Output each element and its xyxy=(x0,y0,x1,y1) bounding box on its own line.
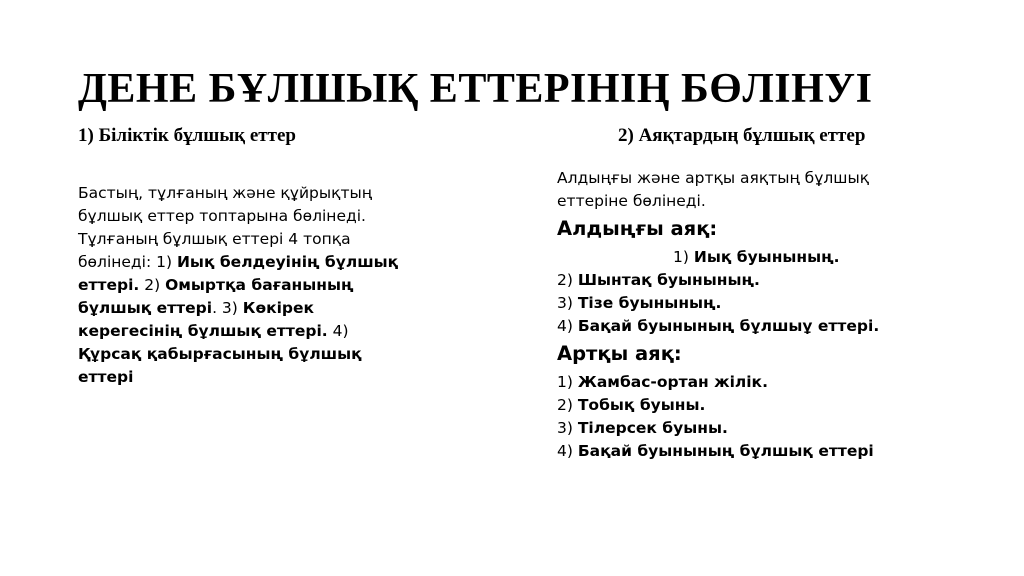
list-item xyxy=(557,440,957,463)
group-shoulder-girdle: Иық белдеуінің бұлшық еттері. xyxy=(78,253,399,294)
item-text: Бақай буынының бұлшық еттері xyxy=(577,442,874,460)
right-column-heading: 2) Аяқтардың бұлшық еттер xyxy=(618,125,866,146)
item-text: Бақай буынының бұлшыұ еттері. xyxy=(577,317,880,335)
list-item xyxy=(557,315,957,338)
item-text: Тобық буыны. xyxy=(577,396,706,414)
item-text: Тілерсек буыны. xyxy=(577,419,728,437)
item-number: 3) xyxy=(557,419,578,437)
item-text: Шынтақ буынының. xyxy=(577,271,760,289)
group-number-1: 1) xyxy=(156,253,177,271)
item-number: 2) xyxy=(557,396,578,414)
group-abdominal-wall: Құрсақ қабырғасының бұлшық еттері xyxy=(78,345,362,386)
list-item xyxy=(557,371,957,394)
list-item xyxy=(557,292,957,315)
group-number-3: . 3) xyxy=(212,299,243,317)
left-intro-text: Бастың, тұлғаның және құйрықтың бұлшық еттер топтарына бөлінеді. Тұлғаның бұлшық еттері 4 топқа бөлінеді: xyxy=(78,184,372,271)
list-item xyxy=(557,417,957,440)
list-item xyxy=(557,246,957,269)
slide-title: ДЕНЕ БҰЛШЫҚ ЕТТЕРІНІҢ БӨЛІНУІ xyxy=(78,66,873,112)
list-item xyxy=(557,269,957,292)
item-text: Тізе буынының. xyxy=(577,294,722,312)
group-spinal-column: Омыртқа бағанының бұлшық еттері xyxy=(78,276,354,317)
hind-limb-list xyxy=(557,371,957,463)
item-number: 1) xyxy=(557,373,578,391)
item-number: 4) xyxy=(557,442,578,460)
group-number-4: 4) xyxy=(327,322,349,340)
hind-limb-heading: Артқы аяқ: xyxy=(557,342,682,365)
left-column-text xyxy=(78,182,400,389)
right-column xyxy=(557,167,957,463)
item-number: 1) xyxy=(673,248,694,266)
item-number: 3) xyxy=(557,294,578,312)
left-column-heading: 1) Біліктік бұлшық еттер xyxy=(78,125,296,146)
item-number: 2) xyxy=(557,271,578,289)
right-intro-text: Алдыңғы және артқы аяқтың бұлшық еттеріне бөлінеді. xyxy=(557,169,870,210)
front-limb-list xyxy=(557,246,957,338)
group-number-2: 2) xyxy=(139,276,166,294)
item-text: Иық буынының. xyxy=(693,248,840,266)
list-item xyxy=(557,394,957,417)
group-thorax: Көкірек керегесінің бұлшық еттері. xyxy=(78,299,328,340)
item-number: 4) xyxy=(557,317,578,335)
item-text: Жамбас-ортан жілік. xyxy=(577,373,768,391)
front-limb-heading: Алдыңғы аяқ: xyxy=(557,217,718,240)
